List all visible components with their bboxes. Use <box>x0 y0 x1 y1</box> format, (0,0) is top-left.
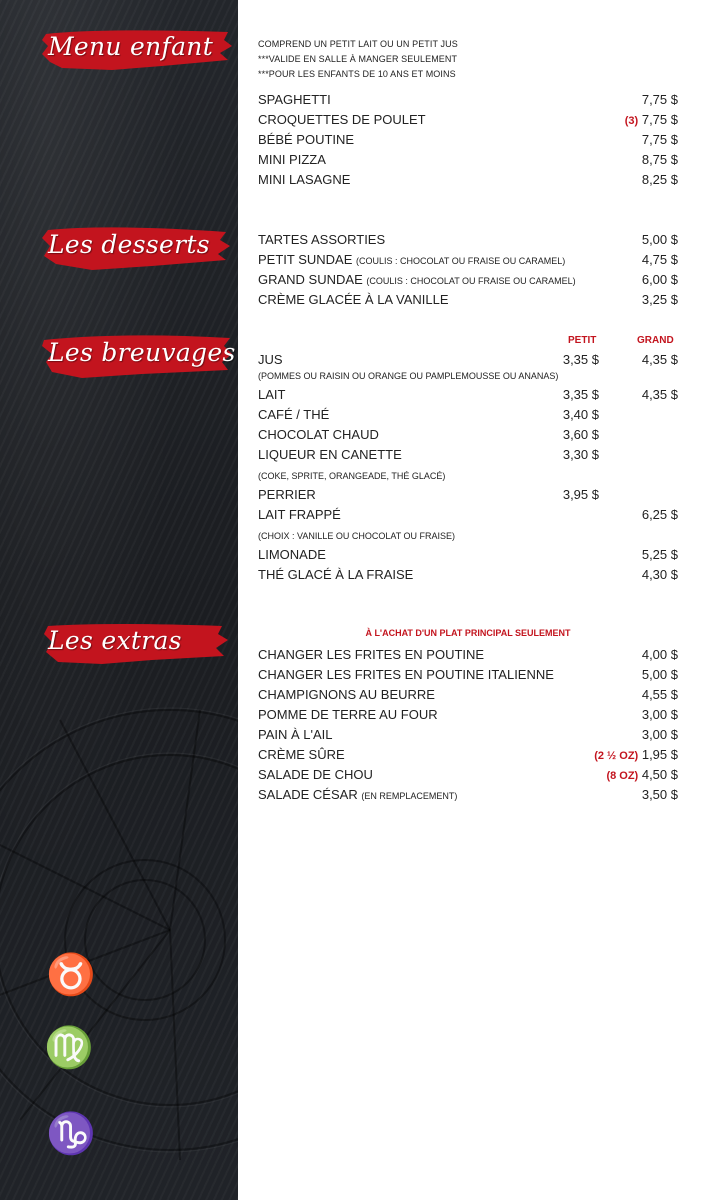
item-name: LIMONADE <box>258 547 326 562</box>
item-note: (CHOIX : VANILLE OU CHOCOLAT OU FRAISE) <box>258 531 456 541</box>
banner-kids-menu <box>42 26 232 72</box>
decorative-sidebar <box>0 0 238 1200</box>
item-price: (8 OZ) 4,50 $ <box>606 767 678 782</box>
column-header-large: GRAND <box>637 335 674 346</box>
menu-item <box>258 727 678 747</box>
price-large: 6,25 $ <box>641 507 678 522</box>
menu-item <box>258 487 678 507</box>
item-price: 3,00 $ <box>641 727 678 742</box>
menu-item <box>258 252 678 272</box>
menu-item <box>258 352 678 372</box>
price-large: 5,25 $ <box>641 547 678 562</box>
item-price: 4,00 $ <box>641 647 678 662</box>
item-price: 8,75 $ <box>641 152 678 167</box>
section-title-desserts: Les desserts <box>48 230 210 259</box>
price-small: 3,95 $ <box>562 487 599 502</box>
item-price: 5,00 $ <box>641 667 678 682</box>
item-price: 3,25 $ <box>641 292 678 307</box>
menu-item <box>258 767 678 787</box>
section-title-drinks: Les breuvages <box>48 338 236 367</box>
item-price: 6,00 $ <box>641 272 678 287</box>
price-large: 4,35 $ <box>641 352 678 367</box>
price-small: 3,30 $ <box>562 447 599 462</box>
item-name: MINI LASAGNE <box>258 172 351 187</box>
item-price: 8,25 $ <box>641 172 678 187</box>
item-name: CHANGER LES FRITES EN POUTINE <box>258 647 485 662</box>
item-name: PETIT SUNDAE (COULIS : CHOCOLAT OU FRAISE OU CARAMEL) <box>258 252 566 267</box>
item-name: CRÈME SÛRE <box>258 747 345 762</box>
item-name: CROQUETTES DE POULET <box>258 112 426 127</box>
menu-item <box>258 272 678 292</box>
taurus-sign-icon: ♉ <box>46 952 96 998</box>
section-title-kids: Menu enfant <box>48 32 214 61</box>
section-title-extras: Les extras <box>48 626 182 655</box>
price-small: 3,60 $ <box>562 427 599 442</box>
item-quantity: (3) <box>624 115 639 127</box>
item-price: 4,75 $ <box>641 252 678 267</box>
banner-drinks <box>42 332 236 378</box>
item-name: TARTES ASSORTIES <box>258 232 386 247</box>
item-quantity: (2 ½ OZ) <box>594 750 639 762</box>
item-quantity: (8 OZ) <box>606 770 639 782</box>
menu-item <box>258 547 678 567</box>
item-note: (COULIS : CHOCOLAT OU FRAISE OU CARAMEL) <box>366 276 576 286</box>
banner-desserts <box>42 224 232 270</box>
item-price: (3) 7,75 $ <box>624 112 678 127</box>
item-price: 4,55 $ <box>641 687 678 702</box>
menu-item <box>258 387 678 407</box>
virgo-sign-icon: ♍ <box>44 1025 94 1071</box>
item-note: (POMMES OU RAISIN OU ORANGE OU PAMPLEMOUSSE OU ANANAS) <box>258 371 559 381</box>
item-price: 3,00 $ <box>641 707 678 722</box>
price-small: 3,35 $ <box>562 387 599 402</box>
item-price: 7,75 $ <box>641 92 678 107</box>
item-name: SALADE CÉSAR (EN REMPLACEMENT) <box>258 787 458 802</box>
item-name: SPAGHETTI <box>258 92 331 107</box>
item-note: (COULIS : CHOCOLAT OU FRAISE OU CARAMEL) <box>356 256 566 266</box>
menu-item <box>258 787 678 807</box>
item-name: CHOCOLAT CHAUD <box>258 427 379 442</box>
item-price: 5,00 $ <box>641 232 678 247</box>
item-name: CAFÉ / THÉ <box>258 407 330 422</box>
item-name: MINI PIZZA <box>258 152 326 167</box>
item-name: CHAMPIGNONS AU BEURRE <box>258 687 435 702</box>
item-price: 3,50 $ <box>641 787 678 802</box>
item-name: THÉ GLACÉ À LA FRAISE <box>258 567 414 582</box>
menu-item <box>258 647 678 667</box>
price-small: 3,40 $ <box>562 407 599 422</box>
kids-note: ***VALIDE EN SALLE À MANGER SEULEMENT <box>258 54 458 64</box>
banner-extras <box>42 620 232 666</box>
item-name: LIQUEUR EN CANETTE <box>258 447 402 462</box>
menu-item <box>258 172 678 192</box>
menu-item <box>258 707 678 727</box>
kids-note: COMPREND UN PETIT LAIT OU UN PETIT JUS <box>258 39 458 49</box>
menu-item <box>258 132 678 152</box>
menu-item <box>258 447 678 467</box>
item-name: CHANGER LES FRITES EN POUTINE ITALIENNE <box>258 667 554 682</box>
item-name: PERRIER <box>258 487 316 502</box>
item-name: POMME DE TERRE AU FOUR <box>258 707 438 722</box>
kids-note: ***POUR LES ENFANTS DE 10 ANS ET MOINS <box>258 69 456 79</box>
price-small: 3,35 $ <box>562 352 599 367</box>
item-name: CRÈME GLACÉE À LA VANILLE <box>258 292 449 307</box>
menu-item <box>258 152 678 172</box>
item-name: LAIT FRAPPÉ <box>258 507 341 522</box>
menu-item <box>258 407 678 427</box>
menu-item <box>258 567 678 587</box>
item-note: (EN REMPLACEMENT) <box>361 791 458 801</box>
item-name: SALADE DE CHOU <box>258 767 373 782</box>
menu-item <box>258 747 678 767</box>
menu-item <box>258 92 678 112</box>
item-name: GRAND SUNDAE (COULIS : CHOCOLAT OU FRAISE OU CARAMEL) <box>258 272 576 287</box>
item-name: JUS <box>258 352 283 367</box>
menu-item <box>258 427 678 447</box>
item-name: PAIN À L'AIL <box>258 727 333 742</box>
menu-item <box>258 232 678 252</box>
capricorn-sign-icon: ♑ <box>46 1111 96 1157</box>
item-note: (COKE, SPRITE, ORANGEADE, THÉ GLACÉ) <box>258 471 446 481</box>
item-name: LAIT <box>258 387 286 402</box>
item-price: (2 ½ OZ) 1,95 $ <box>594 747 678 762</box>
menu-item <box>258 687 678 707</box>
zodiac-wheel-graphic <box>0 0 238 1200</box>
menu-item <box>258 112 678 132</box>
item-price: 7,75 $ <box>641 132 678 147</box>
menu-item <box>258 667 678 687</box>
price-large: 4,30 $ <box>641 567 678 582</box>
menu-item <box>258 507 678 527</box>
column-header-small: PETIT <box>568 335 597 346</box>
item-name: BÉBÉ POUTINE <box>258 132 355 147</box>
menu-item <box>258 292 678 312</box>
price-large: 4,35 $ <box>641 387 678 402</box>
extras-condition: À L'ACHAT D'UN PLAT PRINCIPAL SEULEMENT <box>365 628 571 638</box>
